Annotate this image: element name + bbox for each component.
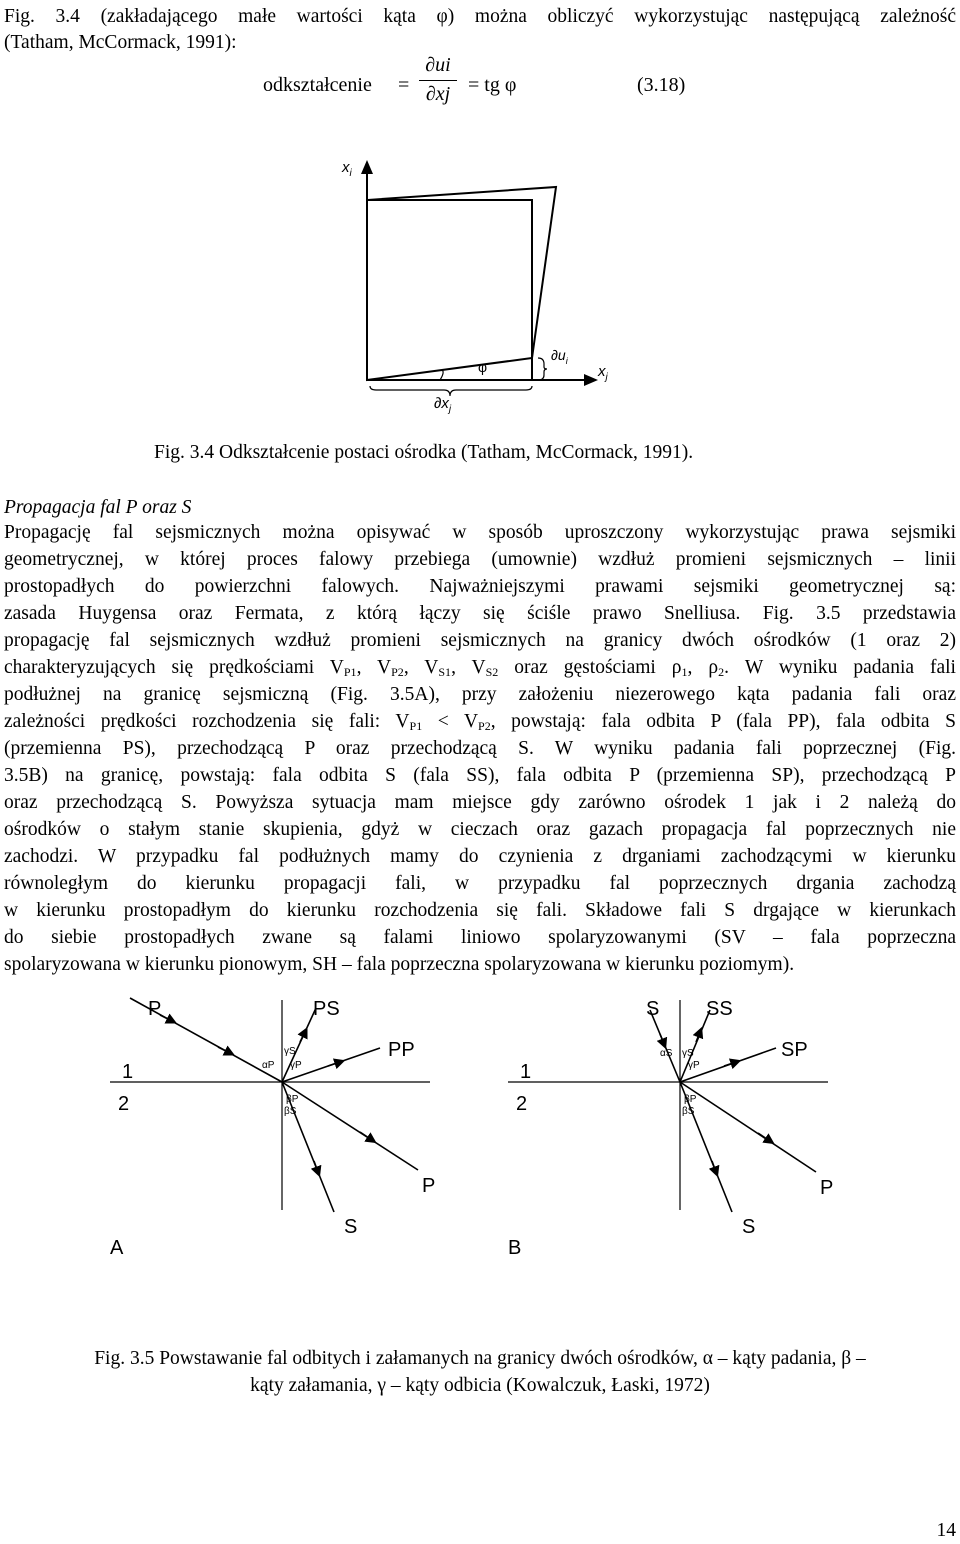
paragraph-line-3: prostopadłych do powierzchni falowych. Najważniejszymi prawami sejsmiki geometrycznej są: bbox=[4, 576, 956, 597]
subscript: 2 bbox=[718, 665, 725, 679]
original-square bbox=[367, 200, 532, 380]
ray-reflected-pp-arrow bbox=[328, 1062, 340, 1066]
label-ps: PS bbox=[313, 998, 340, 1020]
label-medium-2: 2 bbox=[118, 1093, 130, 1115]
page-number: 14 bbox=[936, 1520, 956, 1541]
equation-tg: = tg φ bbox=[468, 74, 517, 96]
paragraph-line-8 bbox=[4, 709, 956, 739]
paragraph-line-16: do siebie prostopadłych zwane są falami liniowo spolaryzowanymi (SV – fala poprzeczna bbox=[4, 927, 956, 948]
ray-incident-s-arrow bbox=[660, 1034, 664, 1044]
label-gamma-s-a: γS bbox=[284, 1046, 296, 1057]
subscript: 1 bbox=[681, 665, 688, 679]
panel-a bbox=[100, 998, 435, 1259]
label-trans-s-b: S bbox=[742, 1216, 756, 1238]
label-xj-sub: j bbox=[605, 372, 608, 383]
ui-brace bbox=[538, 358, 547, 380]
ray-transmitted-s-arrow bbox=[314, 1161, 318, 1172]
ray-incident-p-arrow bbox=[160, 1015, 172, 1021]
label-phi: φ bbox=[478, 359, 488, 375]
label-medium-1-b: 1 bbox=[520, 1061, 532, 1083]
label-sp: SP bbox=[781, 1039, 808, 1061]
dxj-brace bbox=[370, 386, 532, 396]
subscript: P2 bbox=[391, 665, 404, 679]
subscript: P2 bbox=[478, 719, 491, 733]
label-beta-p-b: βP bbox=[684, 1094, 697, 1105]
ray-transmitted-p-arrow bbox=[360, 1132, 372, 1140]
label-pp: PP bbox=[388, 1039, 415, 1061]
phi-arc bbox=[440, 370, 443, 380]
text-part: < V bbox=[422, 711, 479, 732]
label-alpha-b: αS bbox=[660, 1048, 673, 1059]
subscript: P1 bbox=[409, 719, 423, 733]
equation-equals: = bbox=[398, 74, 410, 96]
text-part: , V bbox=[403, 657, 439, 678]
svg-text:∂xj bbox=[434, 395, 452, 415]
paragraph-line-5: propagację fal sejsmicznych wzdłuż promieni sejsmicznych na granicy dwóch ośrodków (1 oraz 2) bbox=[4, 630, 956, 651]
paragraph-line-12: ośrodków o stałym stanie skupienia, gdyż w cieczach oraz gazach propagacja fal poprzecznych nie bbox=[4, 819, 956, 840]
ray-transmitted-p-b-arrow bbox=[758, 1133, 770, 1141]
label-gamma-s-b: γS bbox=[682, 1048, 694, 1059]
svg-text:xj bbox=[597, 363, 609, 383]
equation-number: (3.18) bbox=[637, 74, 686, 96]
label-xi: x bbox=[342, 159, 350, 176]
panel-b bbox=[508, 998, 833, 1259]
ray-reflected-ss bbox=[680, 1010, 710, 1082]
label-ui-sub: i bbox=[565, 356, 568, 366]
ray-reflected-ps-arrow bbox=[300, 1032, 305, 1042]
fig-3-4-diagram bbox=[330, 150, 630, 420]
section-heading: Propagacja fal P oraz S bbox=[4, 497, 192, 518]
label-gamma-p-a: γP bbox=[290, 1060, 302, 1071]
paragraph-line-10: 3.5B) na granicę, powstają: fala odbita S (fala SS), fala odbita P (przemienna SP), przechodzącą P bbox=[4, 765, 956, 786]
ray-transmitted-p bbox=[282, 1082, 418, 1170]
label-ss: SS bbox=[706, 998, 733, 1020]
equation-denominator: ∂xj bbox=[425, 83, 451, 105]
text-part: zależności prędkości rozchodzenia się fali: V bbox=[4, 711, 410, 732]
paragraph-line-15: w kierunku prostopadłym do kierunku rozchodzenia się fali. Składowe fali S drgające w kierunkach bbox=[4, 900, 956, 921]
fig-3-5-caption-line-2: kąty załamania, γ – kąty odbicia (Kowalczuk, Łaski, 1972) bbox=[250, 1375, 710, 1396]
label-xi-sub: i bbox=[349, 168, 352, 179]
axis-xi-arrow bbox=[361, 160, 373, 174]
label-xj: x bbox=[598, 363, 606, 380]
text-part: , V bbox=[356, 657, 392, 678]
ray-transmitted-p-b bbox=[680, 1082, 816, 1172]
ray-transmitted-s-b-arrow bbox=[712, 1161, 716, 1172]
intro-line-2: (Tatham, McCormack, 1991): bbox=[4, 32, 237, 53]
label-panel-a: A bbox=[110, 1237, 124, 1259]
subscript: S1 bbox=[438, 665, 452, 679]
label-dxj-sub: j bbox=[448, 404, 452, 415]
text-part: , powstają: fala odbita P (fala PP), fala odbita S bbox=[490, 711, 956, 732]
label-beta-s-b: βS bbox=[682, 1106, 695, 1117]
paragraph-line-9: (przemienna PS), przechodzącą P oraz przechodzącą S. W wyniku padania fali poprzecznej (Fig. bbox=[4, 738, 956, 759]
equation-numerator: ∂ui bbox=[425, 54, 451, 76]
paragraph-line-7: podłużnej na granicę sejsmiczną (Fig. 3.5A), przy założeniu niezerowego kąta padania fali oraz bbox=[4, 684, 956, 705]
svg-text:∂ui bbox=[551, 347, 569, 366]
label-trans-s: S bbox=[344, 1216, 358, 1238]
ray-reflected-sp-arrow bbox=[724, 1062, 736, 1066]
label-medium-2-b: 2 bbox=[516, 1093, 528, 1115]
paragraph-line-13: zachodzi. W przypadku fal podłużnych mamy do czynienia z drganiami zachodzącymi w kierunku bbox=[4, 846, 956, 867]
paragraph-line-11: oraz przechodzącą S. Powyższa sytuacja mam miejsce gdy zarówno ośrodek 1 jak i 2 należą do bbox=[4, 792, 956, 813]
label-medium-1: 1 bbox=[122, 1061, 134, 1083]
axis-xj-arrow bbox=[584, 374, 598, 386]
label-panel-b: B bbox=[508, 1237, 522, 1259]
text-part: , V bbox=[451, 657, 486, 678]
text-part: oraz gęstościami ρ bbox=[498, 657, 682, 678]
text-part: charakteryzujących się prędkościami V bbox=[4, 657, 344, 678]
paragraph-line-1: Propagację fal sejsmicznych można opisywać w sposób uproszczony wykorzystując prawa sejsmiki bbox=[4, 522, 956, 543]
label-dxj: ∂x bbox=[434, 395, 449, 412]
deformed-shape bbox=[367, 187, 556, 380]
paragraph-line-14: równoległym do kierunku propagacji fali, w przypadku fal poprzecznych drgania zachodzą bbox=[4, 873, 956, 894]
subscript: P1 bbox=[343, 665, 357, 679]
fraction-bar bbox=[419, 80, 457, 81]
paragraph-line-4: zasada Huygensa oraz Fermata, z którą łączy się ściśle prawo Snelliusa. Fig. 3.5 przedstawia bbox=[4, 603, 956, 624]
label-beta-p-a: βP bbox=[286, 1094, 299, 1105]
equation-fraction bbox=[417, 54, 459, 109]
equation-3-18 bbox=[263, 54, 723, 124]
ray-incident-s bbox=[650, 1010, 680, 1082]
subscript: S2 bbox=[485, 665, 499, 679]
fig-3-5-diagram bbox=[100, 990, 880, 1330]
label-incident-p: P bbox=[148, 998, 162, 1020]
text-part: . W wyniku padania fali bbox=[724, 657, 956, 678]
intro-line-1: Fig. 3.4 (zakładającego małe wartości kąta φ) można obliczyć wykorzystując następującą zależność bbox=[4, 6, 956, 27]
paragraph-line-6 bbox=[4, 655, 956, 685]
svg-text:xi bbox=[341, 159, 353, 179]
ray-incident-p-arrow-2 bbox=[218, 1047, 230, 1053]
label-ui: ∂u bbox=[551, 347, 566, 363]
text-part: , ρ bbox=[687, 657, 719, 678]
label-alpha-a: αP bbox=[262, 1060, 275, 1071]
paragraph-line-17: spolaryzowana w kierunku pionowym, SH – fala poprzeczna spolaryzowana w kierunku poziomym). bbox=[4, 954, 795, 975]
fig-3-5-caption-line-1: Fig. 3.5 Powstawanie fal odbitych i załamanych na granicy dwóch ośrodków, α – kąty padania, β – bbox=[94, 1348, 866, 1369]
fig-3-4-caption: Fig. 3.4 Odkształcenie postaci ośrodka (Tatham, McCormack, 1991). bbox=[154, 442, 694, 463]
equation-label: odkształcenie bbox=[263, 74, 372, 96]
label-incident-s: S bbox=[646, 998, 660, 1020]
label-beta-s-a: βS bbox=[284, 1106, 297, 1117]
label-gamma-p-b: γP bbox=[688, 1060, 700, 1071]
paragraph-line-2: geometrycznej, w której proces falowy przebiega (umownie) wzdłuż promieni sejsmicznych – linii bbox=[4, 549, 956, 570]
label-trans-p-b: P bbox=[820, 1177, 834, 1199]
label-trans-p: P bbox=[422, 1175, 436, 1197]
